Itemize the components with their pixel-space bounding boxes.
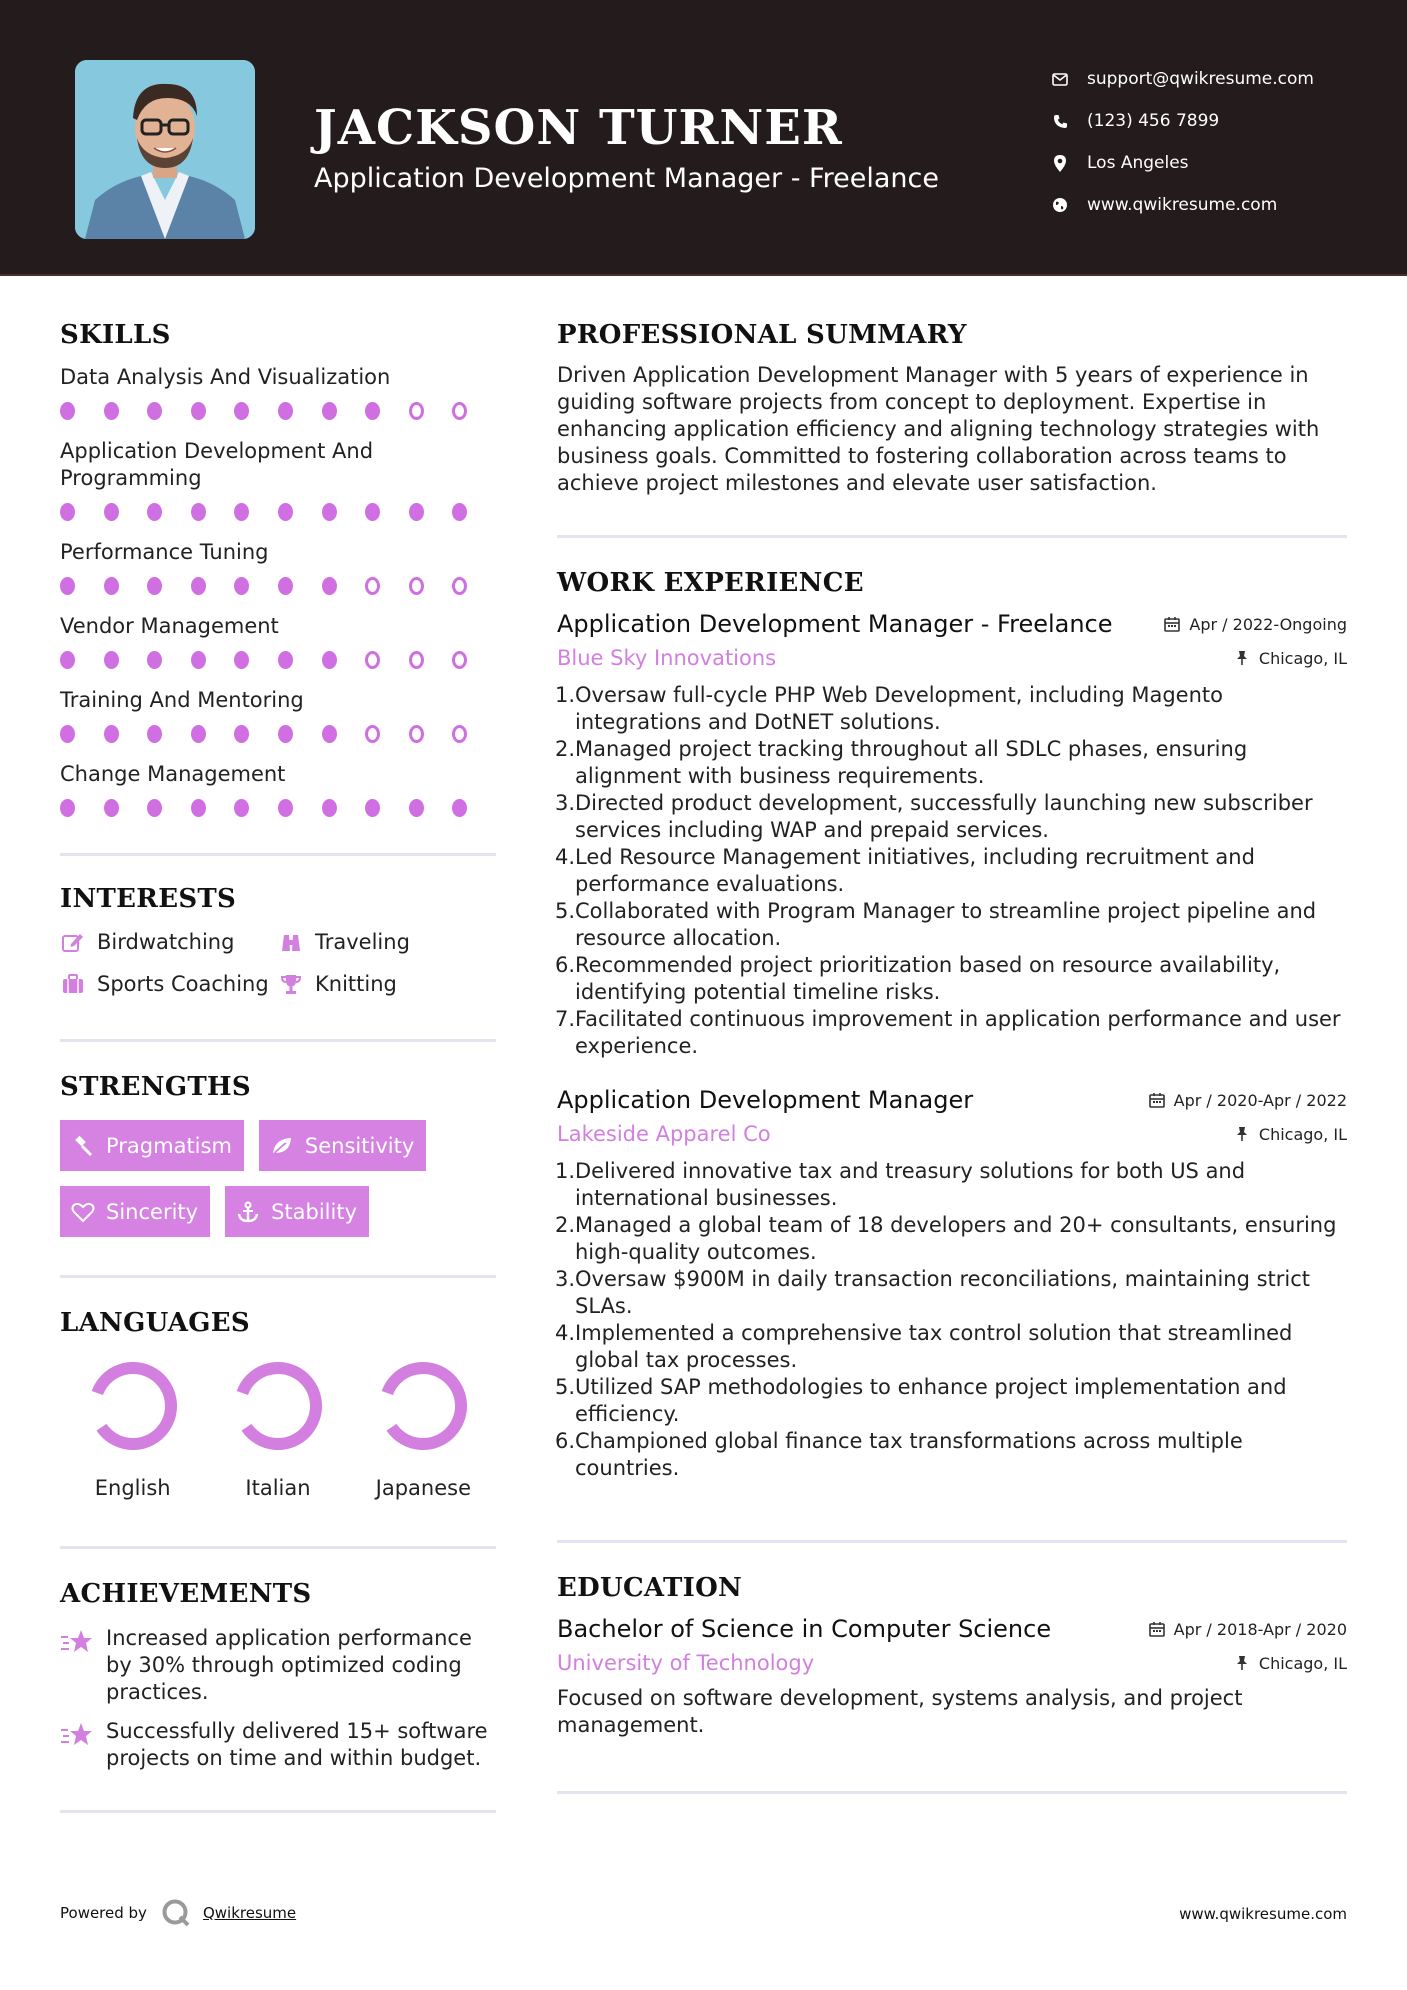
skill-label: Performance Tuning — [60, 540, 269, 564]
list-item: Managed a global team of 18 developers and 20+ consultants, ensuring high-quality outcomes. — [575, 1213, 1337, 1264]
job-location-text: Chicago, IL — [1258, 1124, 1347, 1144]
contact-email-text: support@qwikresume.com — [1087, 69, 1314, 89]
strengths-list — [60, 1120, 496, 1237]
job-entry — [557, 1086, 1347, 1482]
achievement-item — [60, 1718, 496, 1772]
rating-dot-filled — [104, 799, 119, 817]
strength-label: Pragmatism — [106, 1133, 232, 1158]
pushpin-icon — [1233, 649, 1251, 667]
contact-website-text: www.qwikresume.com — [1087, 195, 1278, 215]
achievement-item — [60, 1625, 496, 1706]
rating-dot-filled — [322, 651, 337, 669]
rating-dot-filled — [365, 402, 380, 420]
interest-label: Knitting — [315, 972, 397, 996]
section-divider — [60, 853, 496, 856]
language-item — [205, 1356, 350, 1500]
strength-tag — [60, 1120, 244, 1171]
rating-dot-filled — [234, 503, 249, 521]
interest-item — [278, 930, 478, 954]
contact-list — [1050, 58, 1314, 226]
section-divider — [557, 1540, 1347, 1543]
rating-dot-filled — [278, 651, 293, 669]
skill-rating — [60, 503, 496, 523]
language-item — [351, 1356, 496, 1500]
language-label: English — [94, 1476, 171, 1500]
contact-website[interactable] — [1050, 184, 1314, 226]
achievements-list — [60, 1625, 496, 1772]
strength-tag — [225, 1186, 369, 1237]
list-item: Championed global finance tax transformations across multiple countries. — [575, 1429, 1243, 1480]
language-label: Italian — [245, 1476, 311, 1500]
skill-item — [60, 761, 496, 819]
job-location — [1233, 1125, 1347, 1144]
calendar-icon — [1163, 615, 1181, 633]
rating-dot-filled — [191, 402, 206, 420]
summary-heading: PROFESSIONAL SUMMARY — [557, 320, 967, 350]
interest-item — [60, 930, 278, 954]
rating-dot-filled — [322, 503, 337, 521]
rating-dot-filled — [278, 503, 293, 521]
rating-dot-filled — [104, 651, 119, 669]
job-location — [1233, 649, 1347, 668]
star-icon — [60, 1721, 94, 1751]
contact-phone-text: (123) 456 7899 — [1087, 111, 1220, 131]
language-gauge — [373, 1356, 473, 1456]
job-dates — [1163, 615, 1347, 634]
skill-item — [60, 438, 496, 523]
education-dates — [1148, 1620, 1347, 1639]
achievements-heading: ACHIEVEMENTS — [60, 1579, 312, 1609]
rating-dot-filled — [104, 503, 119, 521]
job-entry — [557, 610, 1347, 1060]
list-item: Collaborated with Program Manager to streamline project pipeline and resource allocation. — [575, 899, 1317, 950]
list-item: Recommended project prioritization based on resource availability, identifying potential timeline risks. — [575, 953, 1281, 1004]
contact-email[interactable] — [1050, 58, 1314, 100]
skill-item — [60, 539, 496, 597]
rating-dot-filled — [322, 402, 337, 420]
section-divider — [557, 1791, 1347, 1794]
binoculars-icon — [278, 930, 304, 954]
section-divider — [557, 535, 1347, 538]
phone-icon — [1050, 111, 1070, 131]
rating-dot-filled — [234, 402, 249, 420]
envelope-icon — [1050, 69, 1070, 89]
section-divider — [60, 1546, 496, 1549]
language-item — [60, 1356, 205, 1500]
rating-dot-filled — [278, 725, 293, 743]
education-location — [1233, 1654, 1347, 1673]
list-item: Utilized SAP methodologies to enhance project implementation and efficiency. — [575, 1375, 1287, 1426]
interests-heading: INTERESTS — [60, 884, 237, 914]
job-dates-text: Apr / 2022-Ongoing — [1189, 614, 1347, 634]
rating-dot-filled — [452, 503, 467, 521]
rating-dot-filled — [234, 577, 249, 595]
contact-location — [1050, 142, 1314, 184]
star-icon — [60, 1628, 94, 1658]
list-item: Led Resource Management initiatives, including recruitment and performance evaluations. — [575, 845, 1255, 896]
skill-rating — [60, 577, 496, 597]
contact-phone[interactable] — [1050, 100, 1314, 142]
rating-dot-filled — [365, 503, 380, 521]
map-pin-icon — [1050, 153, 1070, 173]
skill-label: Training And Mentoring — [60, 688, 304, 712]
achievement-text: Successfully delivered 15+ software projects on time and within budget. — [106, 1719, 488, 1770]
skill-rating — [60, 402, 496, 422]
rating-dot-filled — [60, 651, 75, 669]
rating-dot-filled — [60, 503, 75, 521]
rating-dot-filled — [104, 725, 119, 743]
rating-dot-filled — [409, 799, 424, 817]
list-item: Delivered innovative tax and treasury solutions for both US and international businesses. — [575, 1159, 1246, 1210]
strengths-heading: STRENGTHS — [60, 1072, 251, 1102]
strength-label: Stability — [271, 1199, 358, 1224]
skills-list — [60, 364, 496, 819]
contact-location-text: Los Angeles — [1087, 153, 1189, 173]
experience-heading: WORK EXPERIENCE — [557, 568, 864, 598]
rating-dot-empty — [365, 725, 380, 743]
list-item: Directed product development, successfully launching new subscriber services including WAP and prepaid services. — [575, 791, 1313, 842]
rating-dot-filled — [60, 799, 75, 817]
rating-dot-filled — [322, 725, 337, 743]
qwikresume-logo-icon — [161, 1898, 191, 1928]
school-name: University of Technology — [557, 1651, 815, 1675]
education-heading: EDUCATION — [557, 1573, 743, 1603]
globe-icon — [1050, 195, 1070, 215]
footer-powered-by — [60, 1898, 296, 1928]
strength-label: Sensitivity — [304, 1133, 415, 1158]
rating-dot-filled — [104, 577, 119, 595]
rating-dot-filled — [278, 799, 293, 817]
job-dates-text: Apr / 2020-Apr / 2022 — [1173, 1090, 1347, 1110]
rating-dot-filled — [147, 725, 162, 743]
skill-label: Change Management — [60, 762, 286, 786]
profile-photo — [75, 60, 255, 239]
job-role: Application Development Manager — [557, 1086, 974, 1114]
rating-dot-filled — [234, 651, 249, 669]
skill-item — [60, 613, 496, 671]
pencil-square-icon — [60, 930, 86, 954]
rating-dot-filled — [452, 799, 467, 817]
rating-dot-filled — [147, 651, 162, 669]
interest-item — [278, 972, 478, 996]
languages-list — [60, 1356, 496, 1500]
interest-label: Birdwatching — [97, 930, 235, 954]
skill-item — [60, 687, 496, 745]
rating-dot-filled — [365, 799, 380, 817]
company-name: Lakeside Apparel Co — [557, 1122, 771, 1146]
candidate-title: Application Development Manager - Freelance — [314, 163, 939, 194]
rating-dot-empty — [452, 725, 467, 743]
rating-dot-filled — [191, 577, 206, 595]
rating-dot-filled — [409, 503, 424, 521]
education-description: Focused on software development, systems analysis, and project management. — [557, 1686, 1243, 1737]
rating-dot-filled — [147, 503, 162, 521]
education-dates-text: Apr / 2018-Apr / 2020 — [1173, 1619, 1347, 1639]
languages-heading: LANGUAGES — [60, 1308, 250, 1338]
rating-dot-filled — [191, 503, 206, 521]
trophy-icon — [278, 972, 304, 996]
brand-link[interactable]: Qwikresume — [202, 1904, 297, 1922]
education-location-text: Chicago, IL — [1258, 1653, 1347, 1673]
anchor-icon — [235, 1200, 261, 1224]
pushpin-icon — [1233, 1654, 1251, 1672]
list-item: Oversaw full-cycle PHP Web Development, including Magento integrations and DotNET solutions. — [575, 683, 1223, 734]
calendar-icon — [1148, 1091, 1166, 1109]
company-name: Blue Sky Innovations — [557, 646, 777, 670]
list-item: Facilitated continuous improvement in application performance and user experience. — [575, 1007, 1341, 1058]
resume-header — [0, 0, 1407, 276]
rating-dot-empty — [452, 402, 467, 420]
skill-rating — [60, 799, 496, 819]
rating-dot-filled — [322, 799, 337, 817]
section-divider — [60, 1039, 496, 1042]
skills-heading: SKILLS — [60, 320, 171, 350]
leaf-icon — [269, 1134, 295, 1158]
rating-dot-empty — [452, 651, 467, 669]
skill-label: Data Analysis And Visualization — [60, 365, 391, 389]
rating-dot-empty — [452, 577, 467, 595]
rating-dot-filled — [191, 799, 206, 817]
section-divider — [60, 1810, 496, 1813]
skill-label: Application Development And Programming — [60, 439, 374, 490]
job-role: Application Development Manager - Freelance — [557, 610, 1113, 638]
interest-item — [60, 972, 278, 996]
briefcase-icon — [60, 972, 86, 996]
job-location-text: Chicago, IL — [1258, 648, 1347, 668]
degree-name: Bachelor of Science in Computer Science — [557, 1615, 1052, 1643]
heart-icon — [70, 1200, 96, 1224]
right-column — [557, 320, 1347, 1794]
rating-dot-filled — [104, 402, 119, 420]
achievement-text: Increased application performance by 30% through optimized coding practices. — [106, 1626, 472, 1704]
rating-dot-filled — [191, 651, 206, 669]
rating-dot-filled — [147, 402, 162, 420]
section-divider — [60, 1275, 496, 1278]
rating-dot-empty — [365, 577, 380, 595]
job-dates — [1148, 1091, 1347, 1110]
job-bullets — [557, 1158, 1347, 1482]
language-label: Japanese — [375, 1476, 471, 1500]
skill-item — [60, 364, 496, 422]
list-item: Oversaw $900M in daily transaction reconciliations, maintaining strict SLAs. — [575, 1267, 1311, 1318]
skill-label: Vendor Management — [60, 614, 279, 638]
rating-dot-filled — [147, 577, 162, 595]
education-entry — [557, 1615, 1347, 1739]
left-column — [60, 320, 496, 1813]
skill-rating — [60, 725, 496, 745]
strength-tag — [259, 1120, 426, 1171]
pushpin-icon — [1233, 1125, 1251, 1143]
rating-dot-filled — [147, 799, 162, 817]
rating-dot-filled — [322, 577, 337, 595]
strength-tag — [60, 1186, 210, 1237]
language-gauge — [83, 1356, 183, 1456]
rating-dot-filled — [60, 725, 75, 743]
rating-dot-empty — [365, 651, 380, 669]
list-item: Implemented a comprehensive tax control solution that streamlined global tax processes. — [575, 1321, 1293, 1372]
interest-label: Sports Coaching — [97, 972, 269, 996]
language-gauge — [228, 1356, 328, 1456]
rating-dot-filled — [278, 577, 293, 595]
skill-rating — [60, 651, 496, 671]
footer-website[interactable]: www.qwikresume.com — [1179, 1905, 1347, 1923]
strength-label: Sincerity — [106, 1199, 199, 1224]
candidate-name: JACKSON TURNER — [314, 100, 843, 156]
rating-dot-empty — [409, 402, 424, 420]
gavel-icon — [70, 1134, 96, 1158]
interests-list — [60, 930, 496, 996]
job-bullets — [557, 682, 1347, 1060]
calendar-icon — [1148, 1620, 1166, 1638]
rating-dot-filled — [60, 402, 75, 420]
rating-dot-filled — [60, 577, 75, 595]
summary-text: Driven Application Development Manager with 5 years of experience in guiding software projects from concept to deployment. Expertise in enhancing application efficiency and aligning technology strategies with business goals. Committed to fostering collaboration across teams to achieve project milestones and elevate user satisfaction. — [557, 363, 1320, 495]
rating-dot-empty — [409, 725, 424, 743]
rating-dot-empty — [409, 651, 424, 669]
interest-label: Traveling — [315, 930, 410, 954]
rating-dot-empty — [409, 577, 424, 595]
rating-dot-filled — [278, 402, 293, 420]
rating-dot-filled — [234, 799, 249, 817]
rating-dot-filled — [234, 725, 249, 743]
rating-dot-filled — [191, 725, 206, 743]
list-item: Managed project tracking throughout all SDLC phases, ensuring alignment with business requirements. — [575, 737, 1248, 788]
powered-by-label: Powered by — [60, 1904, 147, 1922]
